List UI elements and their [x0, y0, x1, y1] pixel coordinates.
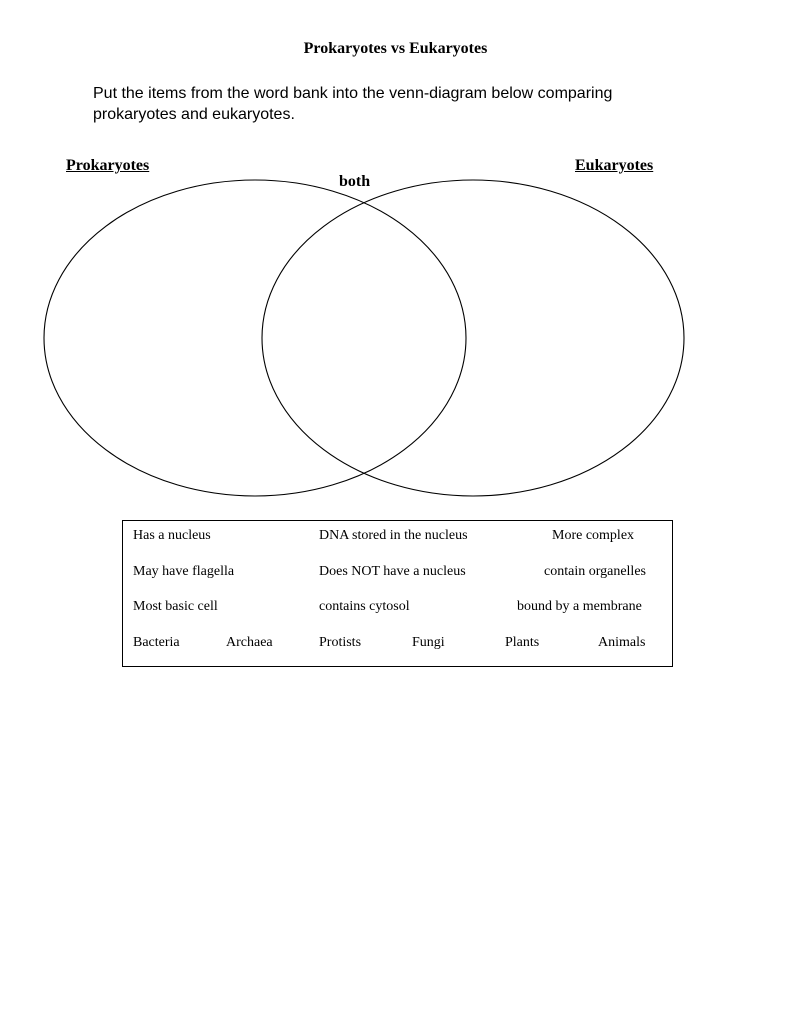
page-title: Prokaryotes vs Eukaryotes	[303, 40, 488, 57]
word-bank-item: bound by a membrane	[517, 599, 642, 614]
word-bank-item: contain organelles	[544, 564, 646, 579]
word-bank-item: DNA stored in the nucleus	[319, 528, 468, 543]
word-bank-item: Protists	[319, 635, 362, 650]
instructions-text: Put the items from the word bank into the venn-diagram below comparing prokaryotes and eukaryotes.	[93, 85, 613, 123]
word-bank-item: Most basic cell	[133, 599, 218, 614]
eukaryotes-label: Eukaryotes	[575, 157, 654, 174]
word-bank-item: Does NOT have a nucleus	[319, 564, 466, 579]
word-bank-item: Plants	[505, 635, 540, 650]
word-bank-item: Has a nucleus	[133, 528, 211, 543]
word-bank-item: Animals	[598, 635, 646, 650]
word-bank	[122, 520, 673, 667]
eukaryotes-circle	[262, 180, 684, 496]
both-label: both	[339, 173, 371, 190]
word-bank-item: Archaea	[226, 635, 273, 650]
word-bank-item: Fungi	[412, 635, 445, 650]
word-bank-item: More complex	[552, 528, 635, 543]
word-bank-item: Bacteria	[133, 635, 180, 650]
word-bank-item: contains cytosol	[319, 599, 410, 614]
prokaryotes-circle	[44, 180, 466, 496]
prokaryotes-label: Prokaryotes	[66, 157, 150, 174]
word-bank-item: May have flagella	[133, 564, 235, 579]
